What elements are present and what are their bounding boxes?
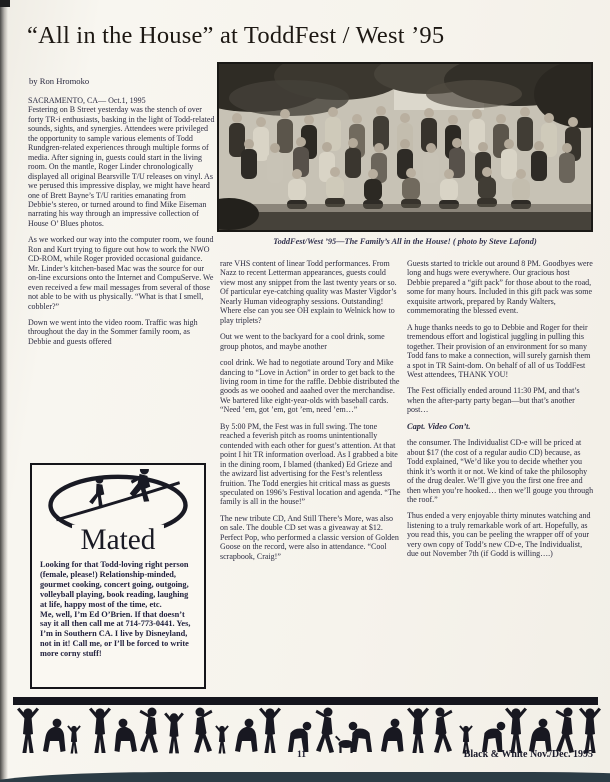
paragraph: Out we went to the backyard for a cool drink, some group photos, and maybe another	[220, 332, 385, 351]
paragraph: The new tribute CD, And Still There’s More, was also on sale. The double CD set was a giveaway at $12. Perfect Pop, who performed a classic version of Golden Goose on the record, were also in attendance. “Cool scrapbook, Craig!”	[220, 513, 399, 561]
group-photo	[217, 62, 593, 232]
ad-paragraph: Looking for that Todd-loving right person (female, please!) Relationship-minded, gourmet cooking, concert going, outgoing, volleyball playing, book reading, laughing at life, happy most of the time, etc.	[40, 560, 189, 609]
photo-caption: ToddFest/West ’95—The Family’s All in the House! ( photo by Steve Lafond)	[273, 237, 537, 246]
page-number: 11	[297, 750, 306, 760]
paragraph: the consumer. The Individualist CD-e will be priced at about $17 (the cost of a regular audio CD) because, as Todd explained, “We’d like you to decide whether you think it’s worth it or not. We kind of take the philosophy of the drug dealer. We’ll give you the first one free and then when you’re hooked… then we’ll gouge you through the roof.”	[407, 438, 594, 504]
scan-corner-mark	[0, 0, 10, 7]
middle-column	[220, 259, 401, 568]
paragraph: By 5:00 PM, the Fest was in full swing. The tone reached a feverish pitch as rooms unintentionally contended with each other for guest’s attention. At that point I hit TR information overload. As I grabbed a bite in the dining room, I blamed (thanked) Ed Grieze and the awizard list advertising for the Fest’s relentless fruition. The Todd energies hit critical mass as guests speculated on 1996’s Festival location and agenda. “The family is all in the house!”	[220, 421, 401, 507]
mated-logo-text: Mated	[80, 524, 156, 557]
paragraph: The Fest officially ended around 11:30 PM, and that’s when the after-party party began—but that’s another post…	[407, 386, 580, 415]
divider-bar	[13, 697, 598, 705]
paragraph: Thus ended a very enjoyable thirty minutes watching and listening to a truly remarkable work of art. Hopefully, as you read this, you can be peeling the wrapper off of your very own copy of Todd’s new CD-e, The Individualist, due out November 7th (if Godd is willing….)	[407, 511, 591, 559]
personal-ad-box	[30, 463, 206, 689]
section-heading: Capt. Video Con’t.	[407, 421, 471, 431]
scan-edge-left	[0, 0, 8, 782]
mated-logo	[43, 469, 193, 559]
paragraph: As we worked our way into the computer room, we found Ron and Kurt trying to figure out how to work the NWO CD-ROM, while Roger provided occasional guidance. Mr. Linder’s kitchen-based Mac was the source for our on-line excursions onto the Internet and CompuServe. We even received a few mail messages from several of those not able to be with us physically. “What is that I smell, cobbler?”	[28, 235, 214, 311]
paragraph: Festering on B Street yesterday was the stench of over forty TR-i enthusiasts, basking in the light of Todd-related sounds, sights, and synergies. Attendees were privileged the opportunity to sample various elements of Todd Rundgren-related experiences through multiple forms of media. After signing in, guests could start in the living room. On the mantle, Roger Linder chronologically displayed all original Bearsville T/U releases on vinyl. As we perused this impressive display, we might have heard one of Brett Bayne’s T/U rarities emanating from Debbie’s stereo, or turned around to find Mike Eiseman narrating his way through an impressive collection of House O’ Blues photos.	[28, 105, 215, 228]
paragraph: rare VHS content of linear Todd performances. From Nazz to recent Letterman appearances, guests could view most any snippet from the last twenty years or so. Of particular eye-catching quality was Master Vigdor’s Nearly Human videography sessions. Outstanding! Where else can you see OH explain to Welnick how to play triplets?	[220, 259, 397, 325]
ad-paragraph: Me, well, I’m Ed O’Brien. If that doesn’t say it all then call me at 714-773-0441. Yes, I’m in Southern CA. I live by Disneyland, not in it! Call me, or I’ll be forced to write more corny stuff!	[40, 609, 191, 659]
paragraph: A huge thanks needs to go to Debbie and Roger for their tremendous effort and logistical juggling in pulling this together. Their provision of an environment for so many Todd fans to make a connection, will surely garnish them a spot in TR Saint-dom. On behalf of all of us ToddFest West attendees, THANK YOU!	[407, 322, 591, 379]
ad-body	[32, 560, 204, 659]
page-title: “All in the House” at ToddFest / West ’95	[27, 22, 445, 49]
byline: by Ron Hromoko	[29, 76, 90, 86]
paragraph: cool drink. We had to negotiate around Tory and Mike dancing to “Love in Action” in order to get back to the living room in time for the raffle. Debbie distributed the goods as we ooohed and aaahed over the merchandise. We bartered like eight-year-olds with baseball cards. “Need ’em, got ’em, got ’em, need ’em…”	[220, 358, 400, 415]
left-column	[28, 96, 215, 353]
paragraph: Guests started to trickle out around 8 PM. Goodbyes were long and hugs were everywhere. Our gracious host Debbie prepared a “gift pack” for those about to the road, some for many hours. Included in this gift pack was some exquisite artwork, prepared by Randy Walters, commemorating the blessed event.	[407, 259, 593, 316]
footer-credit: Black & White Nov./Dec. 1995	[463, 749, 593, 760]
paragraph: Down we went into the video room. Traffic was high throughout the day in the Sommer family room, as Debbie and guests offered	[28, 317, 198, 346]
group-photo-image	[219, 64, 591, 230]
scan-edge-bottom	[0, 772, 610, 782]
right-column	[407, 259, 594, 566]
dateline: SACRAMENTO, CA— Oct.1, 1995	[28, 96, 146, 105]
